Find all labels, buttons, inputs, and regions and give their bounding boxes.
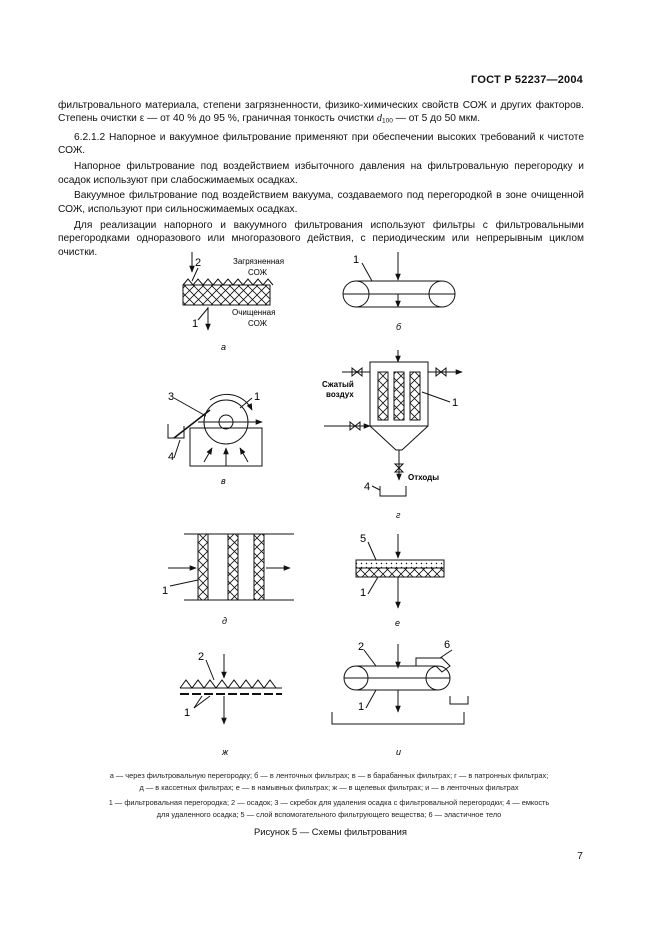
leader-1 — [368, 577, 378, 594]
letter-b: б — [396, 322, 402, 332]
label-1: 1 — [452, 397, 459, 409]
figure-legend — [44, 770, 614, 821]
leader-6 — [440, 650, 452, 658]
letter-d: д — [222, 616, 227, 626]
cartridge-1 — [378, 372, 388, 420]
scheme-d — [168, 534, 294, 600]
sediment-layer — [183, 279, 273, 285]
cartridge-3 — [410, 372, 420, 420]
cone — [370, 426, 428, 450]
scheme-g — [324, 350, 462, 496]
clean-label-1: Очищенная — [232, 308, 276, 317]
scheme-b — [343, 252, 455, 307]
letter-v: в — [221, 476, 226, 486]
leader-4 — [372, 486, 380, 490]
leader-1a — [194, 696, 202, 708]
leader-4 — [174, 440, 180, 458]
elastic-body — [416, 658, 450, 672]
leader-2 — [206, 660, 214, 680]
letter-a: а — [221, 342, 227, 352]
scraper — [174, 410, 210, 438]
filter-partition — [183, 285, 270, 305]
dirty-label-2: СОЖ — [248, 268, 268, 277]
label-1: 1 — [184, 707, 191, 719]
figure-caption: Рисунок 5 — Схемы фильтрования — [254, 826, 407, 837]
waste-container — [380, 486, 406, 496]
scheme-i — [332, 644, 468, 724]
body-text — [58, 99, 584, 261]
label-4: 4 — [364, 481, 371, 493]
paragraph-1 — [58, 99, 584, 128]
letter-g: г — [396, 510, 401, 520]
leader-2 — [364, 650, 376, 666]
label-3: 3 — [168, 391, 175, 403]
letter-zh: ж — [222, 747, 229, 757]
inflow-arrow-3 — [240, 448, 248, 462]
page-number: 7 — [577, 850, 583, 862]
p1-part-b: — от 40 % до 95 %, граничная тонкость очистки — [144, 113, 377, 125]
letter-i: и — [396, 747, 402, 757]
sediment-layer — [180, 680, 276, 688]
leader-5 — [368, 542, 376, 560]
clean-label-2: СОЖ — [248, 319, 268, 328]
figure-5 — [140, 250, 480, 770]
p1-part-a: фильтровального материала, степени загрязненности, физико-химических свойств СОЖ и других факторов. Степень очистки — [58, 100, 584, 125]
paragraph-3: Напорное фильтрование под воздействием избыточного давления на фильтровальную перегородку и осадок используют при слабосжимаемых осадках. — [58, 161, 584, 186]
filtration-schemes-svg — [140, 250, 480, 770]
label-2: 2 — [198, 651, 205, 663]
cassette-2 — [228, 534, 238, 600]
cartridge-2 — [394, 372, 404, 420]
sediment-container — [450, 696, 468, 704]
inflow-arrow-2 — [204, 448, 212, 462]
label-1: 1 — [353, 254, 360, 266]
precoat-layer — [356, 560, 444, 568]
label-1: 1 — [358, 701, 365, 713]
scheme-v — [168, 394, 262, 466]
leader-1 — [422, 392, 450, 402]
p1-part-c: — от 5 до 50 мкм. — [392, 113, 481, 125]
paragraph-2: 6.2.1.2 Напорное и вакуумное фильтрование применяют при обеспечении высоких требований к чистоте СОЖ. — [58, 131, 584, 157]
scheme-zh — [180, 654, 282, 724]
label-1: 1 — [162, 585, 169, 597]
legend-line-4: для удаленного осадка; 5 — слой вспомогательного фильтрующего вещества; 6 — эластичное тело — [156, 810, 502, 819]
air-label-2: воздух — [326, 390, 354, 399]
waste-label: Отходы — [408, 473, 440, 482]
scheme-e — [356, 534, 444, 608]
label-6: 6 — [444, 639, 451, 651]
label-4: 4 — [168, 451, 175, 463]
filter-partition — [356, 568, 444, 577]
collector-tray — [332, 712, 464, 724]
paragraph-5: Для реализации напорного и вакуумного фильтрования используют фильтры с фильтровальными перегородками одноразового или многоразового действия, с периодическим или непрерывным циклом очистки. — [58, 219, 584, 258]
label-2: 2 — [195, 257, 202, 269]
d-subscript: 100 — [381, 117, 393, 125]
letter-e: е — [395, 618, 401, 628]
d-symbol: d — [376, 113, 382, 125]
leader-1 — [366, 690, 376, 708]
dirty-label-1: Загрязненная — [233, 257, 285, 266]
legend-line-2: д — в кассетных фильтрах; е — в намывных фильтрах; ж — в щелевых фильтрах; и — в ленточных фильтрах — [139, 783, 519, 792]
leader-2 — [192, 268, 198, 281]
label-1: 1 — [360, 587, 367, 599]
cassette-1 — [198, 534, 208, 600]
leader-1 — [362, 263, 372, 281]
standard-header: ГОСТ Р 52237—2004 — [471, 74, 583, 86]
epsilon-symbol: ε — [139, 113, 145, 125]
leader-1 — [170, 580, 198, 586]
legend-line-1: а — через фильтровальную перегородку; б — в ленточных фильтрах; в — в барабанных фильтрах; г — в патронных фильтрах; — [109, 771, 549, 780]
leader-1b — [194, 696, 210, 708]
paragraph-4: Вакуумное фильтрование под воздействием вакуума, создаваемого под перегородкой в зоне очищенной СОЖ, используют при сильносжимаемых осадках. — [58, 190, 584, 215]
air-label-1: Сжатый — [322, 380, 354, 389]
label-2: 2 — [358, 641, 365, 653]
legend-line-3: 1 — фильтровальная перегородка; 2 — осадок; 3 — скребок для удаления осадка с фильтровальной перегородки; 4 — емкость — [108, 798, 550, 807]
label-5: 5 — [360, 533, 367, 545]
cassette-3 — [254, 534, 264, 600]
label-1: 1 — [192, 318, 199, 330]
leader-3 — [174, 398, 206, 416]
leader-1 — [198, 308, 208, 320]
label-1: 1 — [254, 391, 261, 403]
